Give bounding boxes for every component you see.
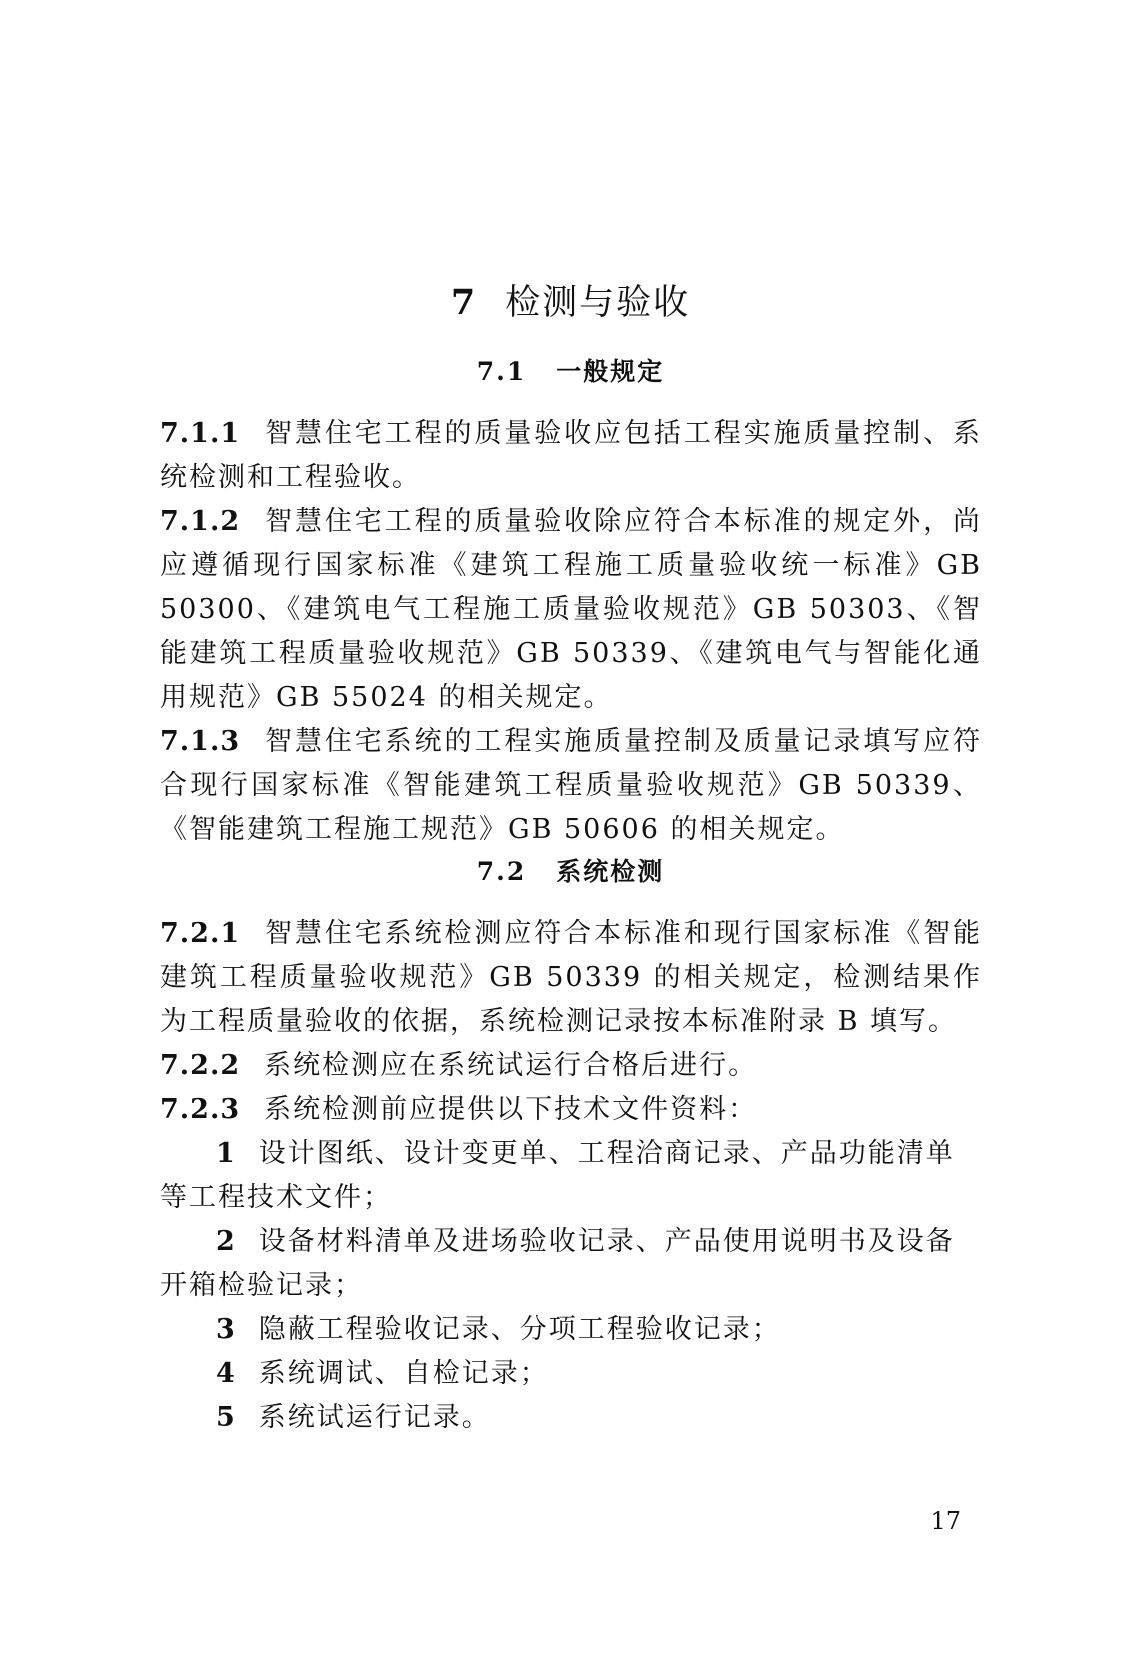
- clause-text: 智慧住宅工程的质量验收除应符合本标准的规定外，尚应遵循现行国家标准《建筑工程施工质量验收统一标准》GB 50300、《建筑电气工程施工质量验收规范》GB 50303、《智能建筑工程质量验收规范》GB 50339、《建筑电气与智能化通用规范》GB 55024 的相关规定。: [160, 506, 982, 713]
- list-item: [160, 1220, 982, 1308]
- clause-7-1-3: [160, 720, 982, 852]
- clause-number: 7.2.2: [160, 1050, 241, 1081]
- section-7-1-body: [160, 412, 982, 852]
- clause-text: 智慧住宅系统的工程实施质量控制及质量记录填写应符合现行国家标准《智能建筑工程质量验收规范》GB 50339、《智能建筑工程施工规范》GB 50606 的相关规定。: [160, 726, 982, 845]
- list-item-text: 系统调试、自检记录；: [258, 1358, 549, 1389]
- list-item: [160, 1308, 982, 1352]
- clause-number: 7.2.3: [160, 1094, 241, 1125]
- list-item-text: 隐蔽工程验收记录、分项工程验收记录；: [258, 1314, 781, 1345]
- section-title-7-1: [0, 352, 1141, 392]
- clause-7-1-2: [160, 500, 982, 720]
- chapter-title: [0, 278, 1141, 328]
- list-item-text: 系统试运行记录。: [258, 1402, 491, 1433]
- list-item-number: 4: [216, 1358, 237, 1389]
- clause-text: 系统检测应在系统试运行合格后进行。: [264, 1050, 758, 1081]
- clause-7-2-1: [160, 912, 982, 1044]
- clause-text: 智慧住宅工程的质量验收应包括工程实施质量控制、系统检测和工程验收。: [160, 418, 982, 493]
- chapter-title-text: 检测与验收: [505, 283, 691, 323]
- list-item-number: 1: [216, 1138, 237, 1169]
- section-title-text: 系统检测: [556, 857, 665, 886]
- list-item-text: 设备材料清单及进场验收记录、产品使用说明书及设备开箱检验记录；: [160, 1226, 955, 1301]
- list-item-text: 设计图纸、设计变更单、工程洽商记录、产品功能清单等工程技术文件；: [160, 1138, 955, 1213]
- chapter-number: 7: [450, 282, 478, 323]
- clause-number: 7.1.1: [160, 418, 241, 449]
- clause-number: 7.1.3: [160, 726, 241, 757]
- list-item-number: 3: [216, 1314, 237, 1345]
- list-item: [160, 1396, 982, 1440]
- section-title-text: 一般规定: [556, 357, 665, 386]
- section-number: 7.2: [476, 857, 527, 886]
- clause-7-1-1: [160, 412, 982, 500]
- list-item: [160, 1352, 982, 1396]
- clause-text: 系统检测前应提供以下技术文件资料：: [264, 1094, 758, 1125]
- clause-number: 7.1.2: [160, 506, 241, 537]
- clause-7-2-3: [160, 1088, 982, 1132]
- clause-text: 智慧住宅系统检测应符合本标准和现行国家标准《智能建筑工程质量验收规范》GB 50339 的相关规定，检测结果作为工程质量验收的依据，系统检测记录按本标准附录 B 填写。: [160, 918, 982, 1037]
- clause-number: 7.2.1: [160, 918, 241, 949]
- clause-7-2-2: [160, 1044, 982, 1088]
- list-item: [160, 1132, 982, 1220]
- section-title-7-2: [0, 852, 1141, 892]
- page-number: 17: [930, 1507, 961, 1535]
- list-item-number: 5: [216, 1402, 237, 1433]
- section-7-2-body: [160, 912, 982, 1440]
- section-number: 7.1: [476, 357, 527, 386]
- list-item-number: 2: [216, 1226, 237, 1257]
